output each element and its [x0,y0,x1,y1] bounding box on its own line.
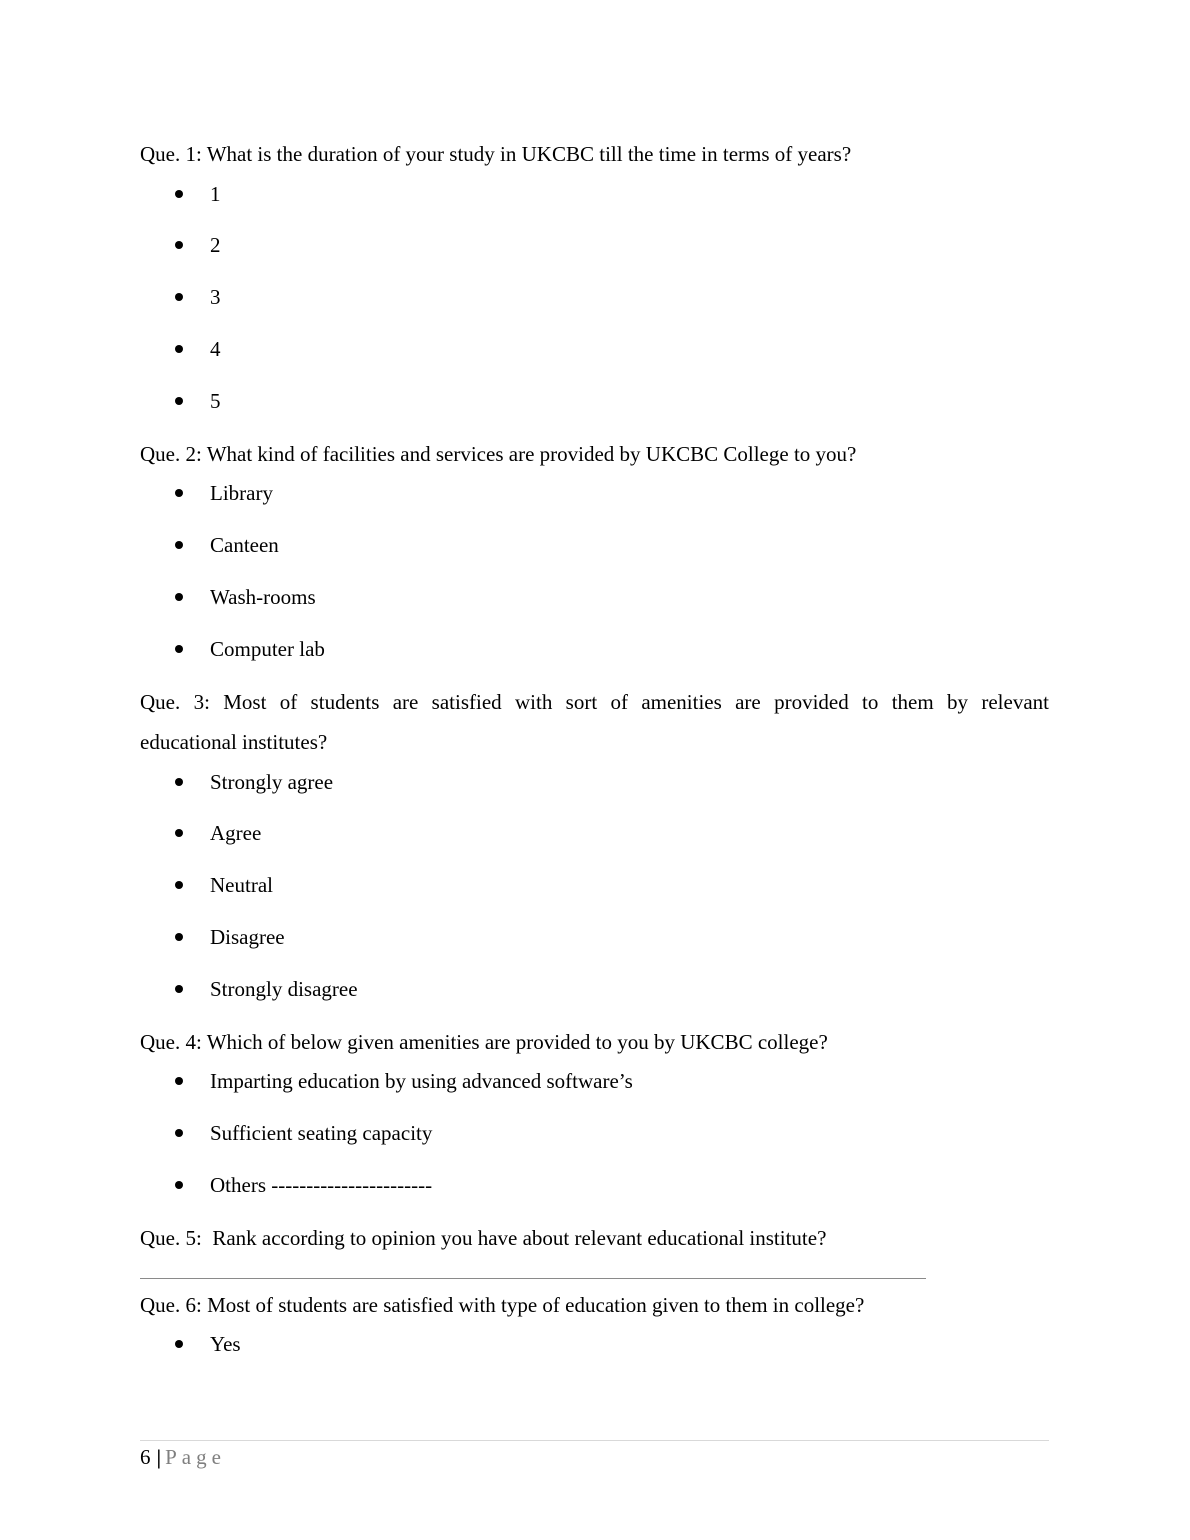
bullet-icon [175,933,183,941]
page-number: 6 [140,1445,151,1469]
question-5: Que. 5: Rank according to opinion you have about relevant educational institute? [140,1226,827,1250]
question-3-line-1: Que. 3: Most of students are satisfied with sort of amenities are provided to them by relevant [140,690,1049,714]
bullet-icon [175,1340,183,1348]
bullet-icon [175,645,183,653]
question-4: Que. 4: Which of below given amenities are provided to you by UKCBC college? [140,1030,828,1054]
bullet-icon [175,190,183,198]
option-label: 2 [210,233,221,257]
option-label: Strongly agree [210,770,334,794]
bullet-icon [175,593,183,601]
bullet-icon [175,345,183,353]
option-label: 5 [210,389,221,413]
option-label: Disagree [210,925,285,949]
option-label: Imparting education by using advanced software’s [210,1069,633,1093]
option-label: Canteen [210,533,279,557]
bullet-icon [175,397,183,405]
option-label: Wash-rooms [210,585,316,609]
option-label: Yes [210,1332,241,1356]
question-3-line-2: educational institutes? [140,730,328,754]
footer-divider [140,1440,1049,1441]
option-label: Agree [210,821,262,845]
question-6: Que. 6: Most of students are satisfied with type of education given to them in college? [140,1293,865,1317]
option-label: Library [210,481,273,505]
option-label: Computer lab [210,637,325,661]
option-label: Others ----------------------- [210,1173,433,1197]
bullet-icon [175,1077,183,1085]
footer-separator: | [156,1445,162,1469]
option-label: Sufficient seating capacity [210,1121,433,1145]
question-1: Que. 1: What is the duration of your study in UKCBC till the time in terms of years? [140,142,852,166]
bullet-icon [175,985,183,993]
question-3 [140,682,1049,762]
bullet-icon [175,489,183,497]
option-label: 1 [210,182,221,206]
page-footer [140,1443,226,1471]
bullet-icon [175,293,183,301]
bullet-icon [175,541,183,549]
option-label: 4 [210,337,221,361]
answer-line [140,1278,926,1279]
option-label: Strongly disagree [210,977,358,1001]
bullet-icon [175,1181,183,1189]
bullet-icon [175,778,183,786]
bullet-icon [175,881,183,889]
bullet-icon [175,1129,183,1137]
option-label: Neutral [210,873,273,897]
document-page [140,0,1049,1540]
bullet-icon [175,241,183,249]
bullet-icon [175,829,183,837]
option-label: 3 [210,285,221,309]
question-2: Que. 2: What kind of facilities and services are provided by UKCBC College to you? [140,442,857,466]
page-label: Page [165,1445,226,1469]
